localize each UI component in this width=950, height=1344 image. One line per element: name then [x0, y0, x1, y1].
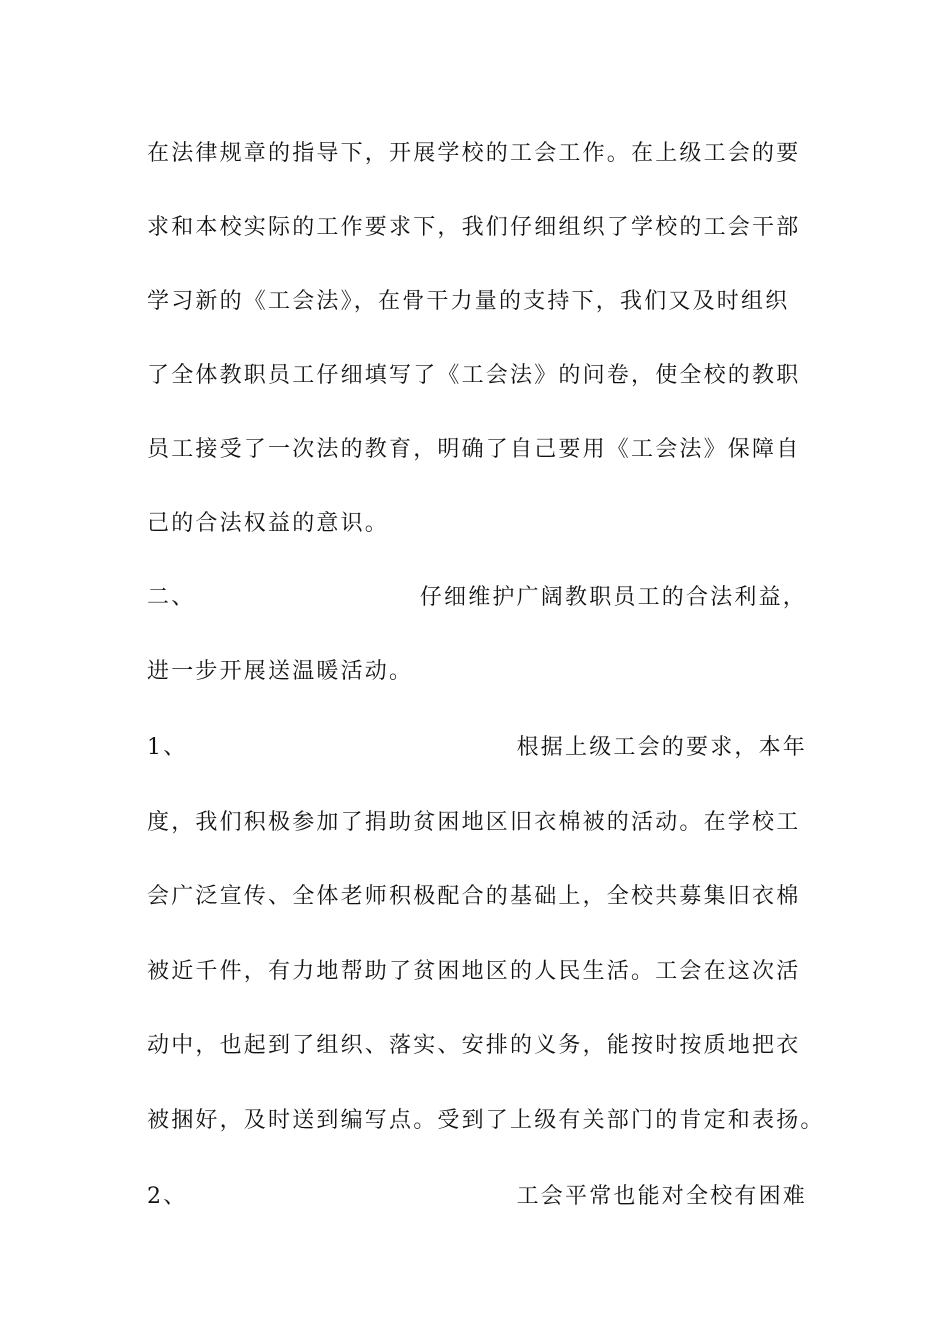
paragraph-line: 求和本校实际的工作要求下，我们仔细组织了学校的工会干部	[147, 215, 801, 240]
paragraph-line: 员工接受了一次法的教育，明确了自己要用《工会法》保障自	[147, 437, 801, 462]
list-item-number: 2、	[147, 1184, 188, 1209]
section-number: 二、	[147, 585, 196, 610]
paragraph-line: 度，我们积极参加了捐助贫困地区旧衣棉被的活动。在学校工	[147, 810, 801, 835]
paragraph-line: 在法律规章的指导下，开展学校的工会工作。在上级工会的要	[147, 141, 801, 166]
list-item-number: 1、	[147, 735, 188, 760]
paragraph-line: 被近千件，有力地帮助了贫困地区的人民生活。工会在这次活	[147, 959, 801, 984]
list-item-heading	[147, 734, 807, 762]
list-item-lead: 根据上级工会的要求，本年	[516, 735, 807, 760]
list-item-lead: 工会平常也能对全校有困难	[516, 1184, 807, 1209]
paragraph-line: 会广泛宣传、全体老师积极配合的基础上，全校共募集旧衣棉	[147, 884, 801, 909]
list-item-heading	[147, 1183, 807, 1211]
paragraph-line: 动中，也起到了组织、落实、安排的义务，能按时按质地把衣	[147, 1033, 801, 1058]
paragraph-line: 被捆好，及时送到编写点。受到了上级有关部门的肯定和表扬。	[147, 1108, 825, 1133]
paragraph-line: 了全体教职员工仔细填写了《工会法》的问卷，使全校的教职	[147, 363, 801, 388]
paragraph-line: 学习新的《工会法》，在骨干力量的支持下，我们又及时组织	[147, 289, 790, 314]
section-title-continuation: 进一步开展送温暖活动。	[147, 659, 414, 684]
section-heading	[147, 584, 807, 612]
paragraph-line: 己的合法权益的意识。	[147, 511, 390, 536]
section-title: 仔细维护广阔教职员工的合法利益，	[419, 585, 807, 610]
